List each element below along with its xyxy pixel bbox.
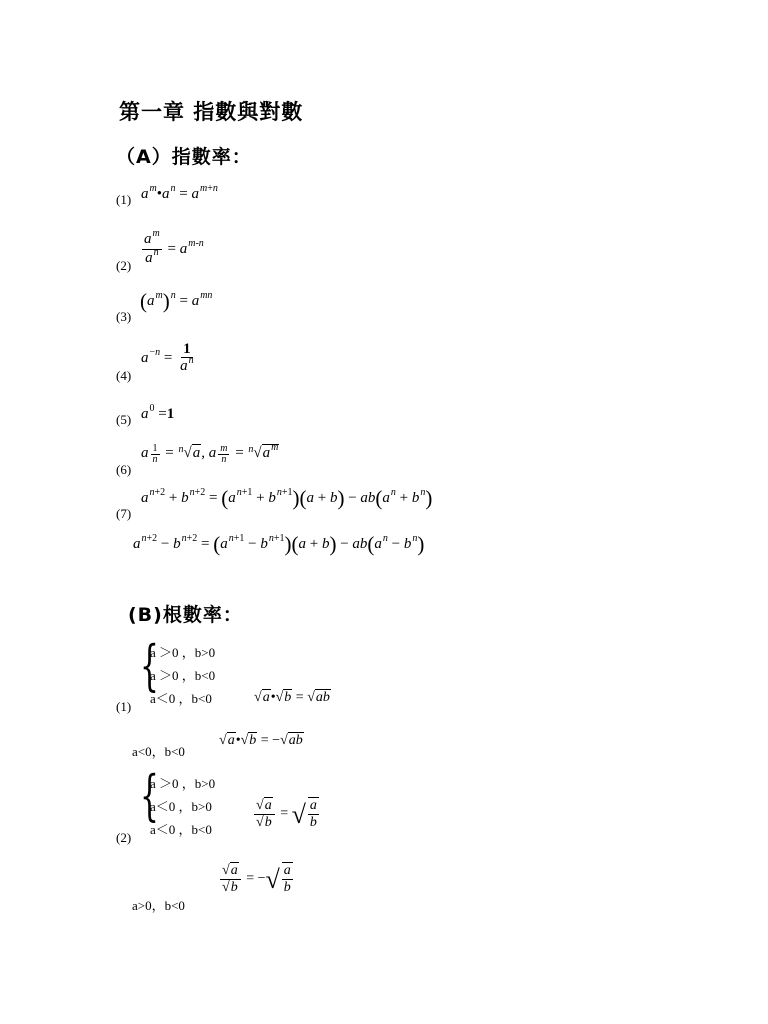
formula-negative-exponent: $a^{-n}$ = $\frac{1}{a^n}$: [141, 341, 194, 374]
formula-zero-exponent: $a^0 =1$: [141, 403, 175, 422]
condition-line: a＜0 ，b<0: [150, 691, 212, 706]
condition-line: a ＞0 ，b>0: [150, 776, 216, 791]
conditions-block-2: [150, 772, 215, 841]
formula-rational-exponent: a $\frac{1}{n}$ = $^n$√a, a $\frac{m}{n}$ = $^n√a^m$: [141, 442, 279, 465]
section-a-heading: （A）指數率：: [116, 146, 252, 168]
formula-product-rule: $a^m•a^n = a^{m+n}$: [141, 183, 218, 202]
section-b-heading: (B)根數率：: [128, 604, 243, 626]
formula-label-b1: (1): [116, 699, 132, 714]
formula-label-6: (6): [116, 462, 132, 477]
formula-power-rule: $(a^m)^n = a^{mn}$: [140, 289, 213, 313]
formula-label-b2: (2): [116, 830, 132, 845]
condition-line: a＜0 ，b<0: [150, 822, 212, 837]
formula-quotient-rule: $\frac{a^m}{a^n}$ = $a^{m-n}$: [144, 228, 204, 266]
condition-line: a ＞0 ，b>0: [150, 645, 216, 660]
extra-condition-b2: a>0，b<0: [132, 898, 185, 913]
formula-root-product-negative: √a•√b = −√ab: [219, 733, 303, 748]
condition-line: a＜0 ，b>0: [150, 799, 212, 814]
formula-label-1: (1): [116, 192, 132, 207]
formula-difference-of-powers: $a^{n+2} - b^{n+2} = (a^{n+1} - b^{n+1})(a + b) - ab(a^n - b^n)$: [133, 532, 425, 556]
formula-root-quotient-negative: $\frac{√a}{√b}$ = −√ $\frac{a}{b}$: [222, 862, 291, 895]
formula-label-5: (5): [116, 412, 132, 427]
chapter-title: 第一章 指數與對數: [119, 100, 304, 124]
formula-label-4: (4): [116, 368, 132, 383]
formula-root-quotient: $\frac{√a}{√b}$ = √ $\frac{a}{b}$: [256, 797, 317, 830]
conditions-brace-2: {: [140, 764, 159, 827]
formula-sum-of-powers: $a^{n+2} + b^{n+2} = (a^{n+1} + b^{n+1})(a + b) - ab(a^n + b^n)$: [141, 486, 433, 510]
condition-line: a ＞0 ，b<0: [150, 668, 216, 683]
formula-label-3: (3): [116, 309, 132, 324]
conditions-block-1: [150, 641, 215, 710]
formula-root-product: √a•√b = √ab: [254, 690, 330, 705]
conditions-brace-1: {: [140, 634, 159, 697]
extra-condition-b1: a<0，b<0: [132, 744, 185, 759]
formula-label-7: (7): [116, 506, 132, 521]
formula-label-2: (2): [116, 258, 132, 273]
